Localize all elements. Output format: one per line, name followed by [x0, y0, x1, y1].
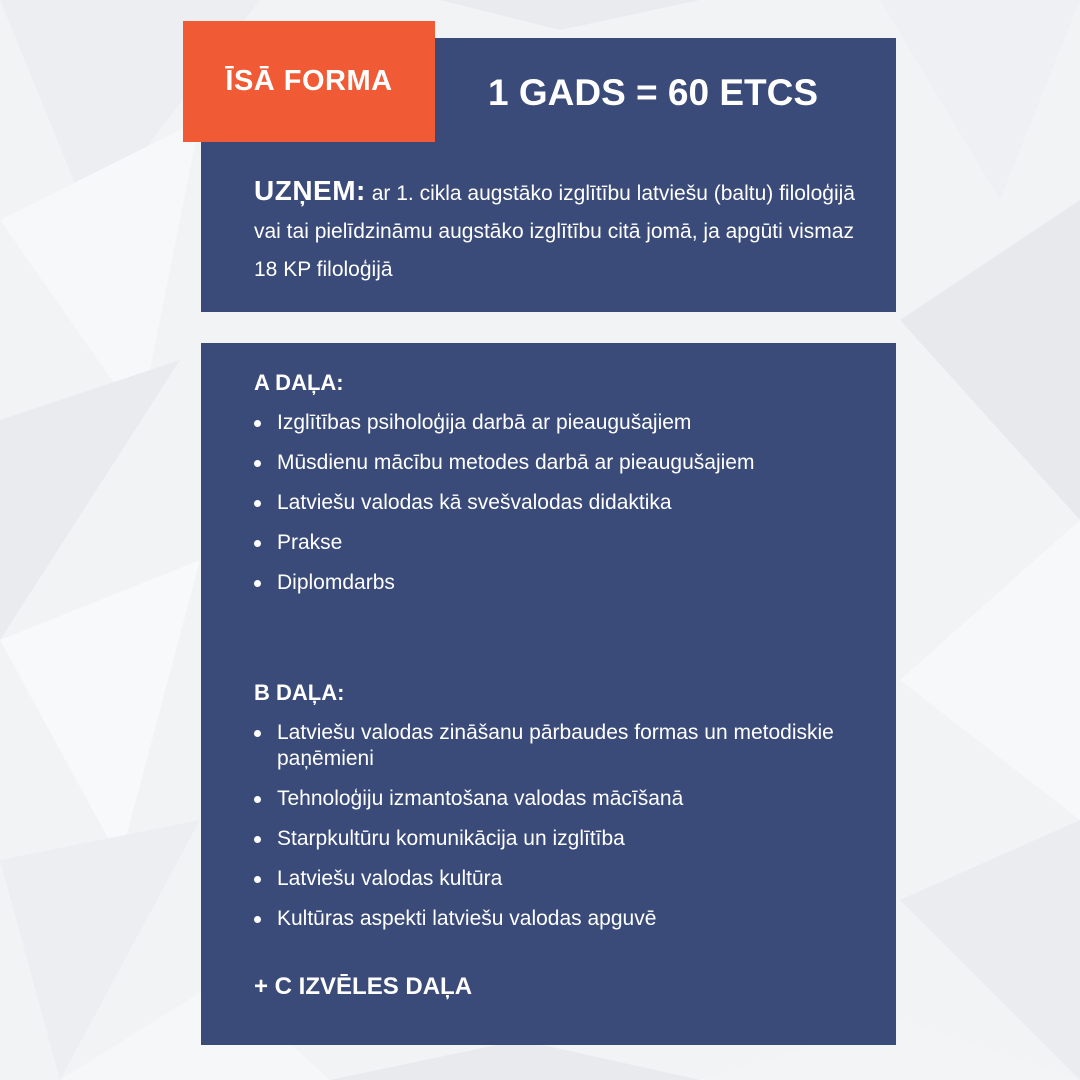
badge-label: ĪSĀ FORMA [225, 65, 393, 97]
admission-text: ar 1. cikla augstāko izglītību latviešu (baltu) filoloģijā vai tai pielīdzināmu augstāko izglītību citā jomā, ja apgūti vismaz 18 KP filoloģijā [254, 182, 855, 281]
list-item [254, 866, 854, 892]
program-form-badge [183, 21, 435, 142]
bullet-icon [254, 540, 261, 547]
admission-label: UZŅEM: [254, 175, 366, 206]
bullet-icon [254, 916, 261, 923]
bullet-icon [254, 420, 261, 427]
list-item-label: Prakse [277, 531, 343, 554]
part-b-title: B DAĻA: [254, 680, 345, 705]
list-item [254, 490, 854, 516]
elective-part-label: + C IZVĒLES DAĻA [254, 973, 473, 1000]
bullet-icon [254, 460, 261, 467]
part-a-list [254, 410, 854, 610]
bullet-icon [254, 500, 261, 507]
part-a-title: A DAĻA: [254, 370, 344, 395]
list-item [254, 450, 854, 476]
list-item-label: Mūsdienu mācību metodes darbā ar pieaugušajiem [277, 451, 755, 474]
list-item [254, 720, 854, 772]
bullet-icon [254, 796, 261, 803]
list-item-label: Latviešu valodas kultūra [277, 867, 503, 890]
list-item [254, 906, 854, 932]
credits-title: 1 GADS = 60 ETCS [488, 72, 819, 113]
list-item-label: Latviešu valodas zināšanu pārbaudes formas un metodiskie paņēmieni [277, 721, 834, 770]
list-item [254, 570, 854, 596]
list-item-label: Izglītības psiholoģija darbā ar pieaugušajiem [277, 411, 692, 434]
bullet-icon [254, 580, 261, 587]
list-item-label: Tehnoloģiju izmantošana valodas mācīšanā [277, 787, 684, 810]
admission-requirements [254, 172, 874, 289]
list-item [254, 410, 854, 436]
list-item-label: Kultūras aspekti latviešu valodas apguvē [277, 907, 657, 930]
list-item [254, 786, 854, 812]
bullet-icon [254, 836, 261, 843]
list-item-label: Diplomdarbs [277, 571, 395, 594]
list-item [254, 826, 854, 852]
bullet-icon [254, 876, 261, 883]
list-item [254, 530, 854, 556]
bullet-icon [254, 730, 261, 737]
list-item-label: Starpkultūru komunikācija un izglītība [277, 827, 625, 850]
part-b-list [254, 720, 854, 946]
list-item-label: Latviešu valodas kā svešvalodas didaktika [277, 491, 672, 514]
